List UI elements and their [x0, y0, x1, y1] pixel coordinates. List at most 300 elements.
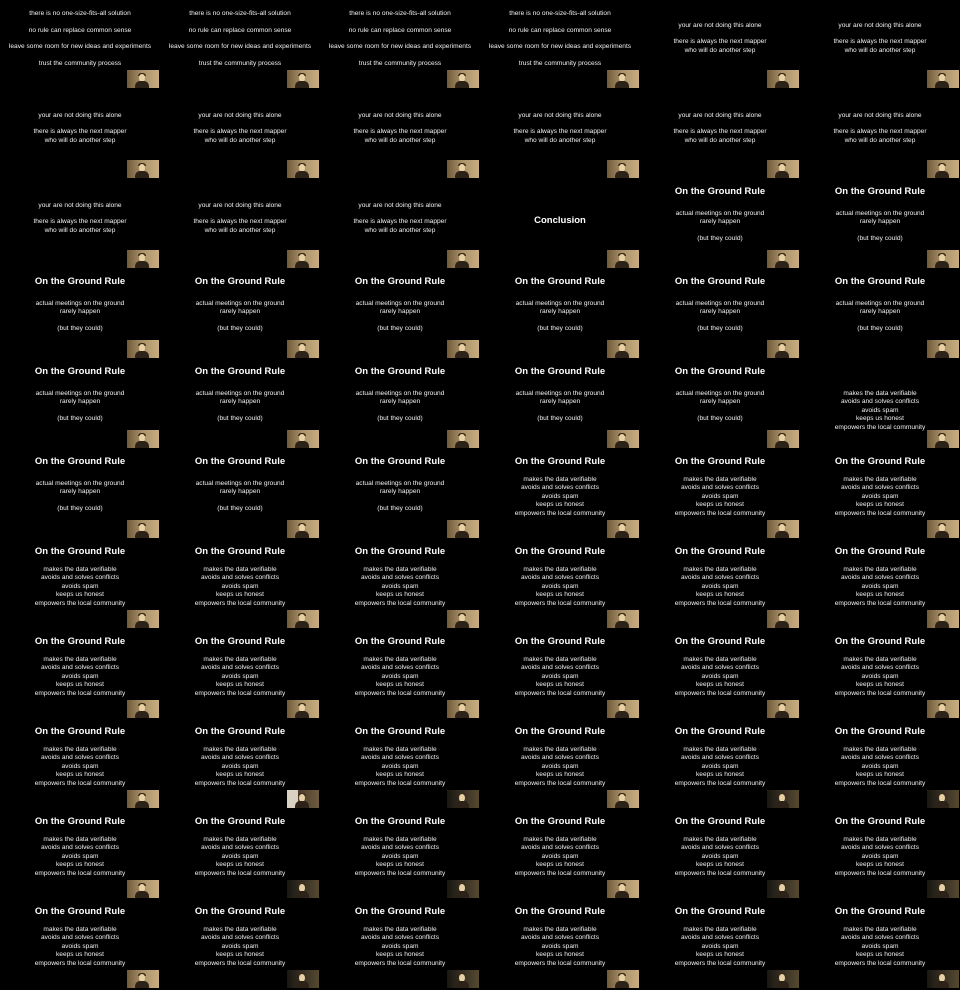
benefits-line: avoids spam — [221, 942, 259, 950]
slide-frame[interactable] — [480, 0, 640, 90]
presenter-video-thumbnail — [607, 70, 639, 88]
meetings-line: (but they could) — [217, 414, 263, 422]
presenter-shirt-icon — [295, 351, 309, 358]
benefits-text — [480, 566, 640, 608]
slide-frame[interactable] — [800, 720, 960, 810]
benefits-line: makes the data verifiable — [363, 746, 437, 753]
benefits-line: avoids and solves conflicts — [680, 574, 760, 582]
presenter-shirt-icon — [775, 801, 789, 808]
meetings-line: (but they could) — [697, 324, 743, 332]
benefits-line: empowers the local community — [34, 959, 126, 967]
presenter-video-thumbnail — [127, 520, 159, 538]
presenter-shirt-icon — [455, 261, 469, 268]
slide-frame[interactable] — [640, 90, 800, 180]
not_alone-line: there is always the next mapper — [353, 128, 447, 136]
presenter-video-thumbnail — [447, 160, 479, 178]
benefits-line: avoids spam — [861, 406, 899, 414]
presenter-shirt-icon — [135, 351, 149, 358]
benefits-line: empowers the local community — [354, 599, 446, 607]
benefits-line: avoids and solves conflicts — [40, 754, 120, 762]
benefits-text — [480, 476, 640, 518]
slide-frame[interactable] — [800, 90, 960, 180]
slide-frame[interactable] — [320, 900, 480, 990]
slide-frame[interactable] — [480, 540, 640, 630]
slide-frame[interactable] — [800, 900, 960, 990]
benefits-line: empowers the local community — [674, 959, 766, 967]
benefits-line: keeps us honest — [55, 681, 105, 689]
line-spacer — [480, 317, 640, 325]
slide-frame[interactable] — [320, 0, 480, 90]
benefits-text — [320, 926, 480, 968]
benefits-line: empowers the local community — [514, 959, 606, 967]
ground-rule-title: On the Ground Rule — [194, 906, 286, 917]
slide-frame[interactable] — [800, 0, 960, 90]
slide-frame[interactable] — [640, 720, 800, 810]
presenter-shirt-icon — [615, 171, 629, 178]
ground-rule-title: On the Ground Rule — [834, 816, 926, 827]
not_alone-line: there is always the next mapper — [33, 128, 127, 136]
benefits-line: keeps us honest — [55, 771, 105, 779]
benefits-text — [800, 926, 960, 968]
slide-frame[interactable] — [0, 360, 160, 450]
benefits-line: makes the data verifiable — [363, 836, 437, 843]
slide-frame[interactable] — [480, 360, 640, 450]
slide-frame[interactable] — [480, 720, 640, 810]
slide-frame[interactable] — [320, 540, 480, 630]
slide-frame[interactable] — [800, 450, 960, 540]
benefits-line: makes the data verifiable — [683, 746, 757, 753]
rule-line: there is no one-size-fits-all solution — [349, 10, 451, 17]
benefits-line: avoids spam — [61, 852, 99, 860]
slide-frame[interactable] — [800, 270, 960, 360]
benefits-line: avoids and solves conflicts — [520, 844, 600, 852]
presenter-shirt-icon — [775, 981, 789, 988]
benefits-text — [160, 566, 320, 608]
benefits-line: avoids and solves conflicts — [40, 844, 120, 852]
presenter-video-thumbnail — [927, 970, 959, 988]
line-spacer — [640, 407, 800, 415]
benefits-line: makes the data verifiable — [203, 566, 277, 573]
meetings-line: rarely happen — [859, 308, 901, 316]
benefits-line: avoids and solves conflicts — [840, 754, 920, 762]
meetings-text — [160, 480, 320, 513]
benefits-text — [320, 656, 480, 698]
ground-rule-title: On the Ground Rule — [834, 546, 926, 557]
benefits-line: empowers the local community — [834, 869, 926, 877]
benefits-line: avoids spam — [381, 942, 419, 950]
slide-frame[interactable] — [640, 540, 800, 630]
slide-frame[interactable] — [160, 0, 320, 90]
benefits-line: avoids and solves conflicts — [520, 664, 600, 672]
slide-frame[interactable] — [160, 90, 320, 180]
benefits-line: empowers the local community — [34, 869, 126, 877]
rules-text — [160, 10, 320, 76]
ground-rule-title: On the Ground Rule — [34, 816, 126, 827]
rule-line: leave some room for new ideas and experiments — [488, 43, 632, 51]
benefits-line: avoids spam — [861, 492, 899, 500]
meetings-line: (but they could) — [57, 324, 103, 332]
presenter-video-thumbnail — [607, 520, 639, 538]
presenter-video-thumbnail — [287, 340, 319, 358]
benefits-line: empowers the local community — [34, 599, 126, 607]
not_alone-line: there is always the next mapper — [833, 38, 927, 46]
benefits-line: makes the data verifiable — [683, 566, 757, 573]
not-alone-text — [320, 202, 480, 235]
benefits-text — [640, 836, 800, 878]
slide-frame[interactable] — [640, 900, 800, 990]
benefits-line: keeps us honest — [695, 681, 745, 689]
benefits-line: keeps us honest — [535, 951, 585, 959]
slide-frame[interactable] — [800, 810, 960, 900]
ground-rule-title: On the Ground Rule — [514, 456, 606, 467]
rule-line: no rule can replace common sense — [508, 26, 612, 34]
benefits-line: avoids and solves conflicts — [360, 574, 440, 582]
presenter-video-thumbnail — [447, 970, 479, 988]
not-alone-text — [640, 112, 800, 145]
rule-line: no rule can replace common sense — [188, 26, 292, 34]
presenter-shirt-icon — [455, 351, 469, 358]
slide-frame[interactable] — [0, 0, 160, 90]
slide-frame[interactable] — [160, 540, 320, 630]
meetings-line: actual meetings on the ground — [675, 390, 765, 397]
benefits-line: keeps us honest — [535, 771, 585, 779]
ground-rule-title: On the Ground Rule — [354, 816, 446, 827]
benefits-line: avoids and solves conflicts — [680, 484, 760, 492]
benefits-line: makes the data verifiable — [43, 746, 117, 753]
meetings-line: (but they could) — [857, 324, 903, 332]
presenter-video-thumbnail — [767, 970, 799, 988]
rule-line: leave some room for new ideas and experiments — [328, 43, 472, 51]
presenter-shirt-icon — [455, 531, 469, 538]
benefits-line: empowers the local community — [514, 779, 606, 787]
benefits-line: empowers the local community — [354, 689, 446, 697]
benefits-line: avoids spam — [61, 762, 99, 770]
presenter-shirt-icon — [295, 261, 309, 268]
benefits-line: keeps us honest — [855, 951, 905, 959]
presenter-shirt-icon — [135, 171, 149, 178]
presenter-video-thumbnail — [287, 250, 319, 268]
benefits-line: avoids and solves conflicts — [200, 844, 280, 852]
slide-frame[interactable] — [0, 450, 160, 540]
meetings-line: actual meetings on the ground — [515, 390, 605, 397]
benefits-line: makes the data verifiable — [523, 566, 597, 573]
meetings-line: rarely happen — [219, 398, 261, 406]
slide-frame[interactable] — [0, 90, 160, 180]
benefits-line: keeps us honest — [695, 951, 745, 959]
ground-rule-title: On the Ground Rule — [194, 726, 286, 737]
presenter-video-thumbnail — [767, 610, 799, 628]
presenter-video-thumbnail — [767, 880, 799, 898]
ground-rule-title: On the Ground Rule — [514, 636, 606, 647]
benefits-line: empowers the local community — [674, 779, 766, 787]
presenter-shirt-icon — [295, 981, 309, 988]
ground-rule-title: On the Ground Rule — [514, 546, 606, 557]
benefits-line: empowers the local community — [834, 959, 926, 967]
benefits-text — [800, 566, 960, 608]
meetings-line: actual meetings on the ground — [355, 480, 445, 487]
benefits-line: makes the data verifiable — [43, 926, 117, 933]
ground-rule-title: On the Ground Rule — [674, 546, 766, 557]
benefits-line: avoids spam — [701, 492, 739, 500]
presenter-shirt-icon — [455, 621, 469, 628]
slide-frame[interactable] — [160, 630, 320, 720]
ground-rule-title: On the Ground Rule — [354, 636, 446, 647]
not_alone-line: your are not doing this alone — [678, 22, 762, 29]
slide-frame[interactable] — [640, 0, 800, 90]
presenter-video-thumbnail — [127, 160, 159, 178]
meetings-text — [0, 300, 160, 333]
benefits-line: makes the data verifiable — [523, 476, 597, 483]
benefits-line: avoids and solves conflicts — [360, 664, 440, 672]
slide-frame[interactable] — [480, 90, 640, 180]
slide-frame[interactable] — [0, 810, 160, 900]
slide-frame[interactable] — [480, 900, 640, 990]
slide-frame[interactable] — [0, 540, 160, 630]
ground-rule-title: On the Ground Rule — [34, 276, 126, 287]
benefits-line: makes the data verifiable — [523, 656, 597, 663]
presenter-video-thumbnail — [447, 610, 479, 628]
benefits-line: makes the data verifiable — [523, 926, 597, 933]
not_alone-line: your are not doing this alone — [678, 112, 762, 119]
benefits-line: keeps us honest — [695, 771, 745, 779]
benefits-text — [0, 926, 160, 968]
slide-frame[interactable] — [480, 630, 640, 720]
presenter-shirt-icon — [775, 351, 789, 358]
benefits-text — [320, 566, 480, 608]
slide-frame[interactable] — [320, 90, 480, 180]
benefits-line: avoids and solves conflicts — [840, 484, 920, 492]
presenter-shirt-icon — [935, 621, 949, 628]
presenter-video-thumbnail — [607, 790, 639, 808]
slide-frame[interactable] — [800, 630, 960, 720]
presenter-video-thumbnail — [447, 70, 479, 88]
slide-frame[interactable] — [480, 810, 640, 900]
benefits-line: avoids and solves conflicts — [360, 934, 440, 942]
presenter-shirt-icon — [455, 441, 469, 448]
slide-frame[interactable] — [320, 810, 480, 900]
ground-rule-title: On the Ground Rule — [194, 546, 286, 557]
slide-frame[interactable] — [320, 270, 480, 360]
slide-frame[interactable] — [320, 720, 480, 810]
slide-frame[interactable] — [0, 630, 160, 720]
benefits-line: avoids spam — [381, 582, 419, 590]
presenter-shirt-icon — [455, 711, 469, 718]
benefits-line: avoids and solves conflicts — [840, 844, 920, 852]
benefits-line: avoids spam — [61, 942, 99, 950]
not-alone-text — [800, 112, 960, 145]
benefits-text — [160, 746, 320, 788]
presenter-shirt-icon — [135, 891, 149, 898]
presenter-shirt-icon — [295, 801, 309, 808]
benefits-line: avoids spam — [61, 672, 99, 680]
presenter-video-thumbnail — [447, 520, 479, 538]
benefits-line: avoids and solves conflicts — [40, 574, 120, 582]
meetings-line: actual meetings on the ground — [675, 300, 765, 307]
benefits-line: makes the data verifiable — [363, 656, 437, 663]
benefits-line: avoids spam — [701, 852, 739, 860]
benefits-line: keeps us honest — [535, 861, 585, 869]
benefits-line: avoids spam — [221, 852, 259, 860]
presenter-video-thumbnail — [927, 520, 959, 538]
presenter-shirt-icon — [615, 801, 629, 808]
presenter-shirt-icon — [615, 981, 629, 988]
presenter-shirt-icon — [775, 261, 789, 268]
slide-frame[interactable] — [160, 810, 320, 900]
benefits-text — [0, 746, 160, 788]
ground-rule-title: On the Ground Rule — [514, 906, 606, 917]
line-spacer — [800, 30, 960, 38]
benefits-line: avoids spam — [701, 942, 739, 950]
benefits-line: empowers the local community — [674, 869, 766, 877]
slide-frame[interactable] — [480, 450, 640, 540]
ground-rule-title: On the Ground Rule — [834, 636, 926, 647]
slide-frame[interactable] — [160, 180, 320, 270]
presenter-shirt-icon — [775, 171, 789, 178]
slide-frame[interactable] — [160, 900, 320, 990]
presenter-video-thumbnail — [927, 610, 959, 628]
ground-rule-title: On the Ground Rule — [34, 726, 126, 737]
slide-frame[interactable] — [0, 270, 160, 360]
presenter-video-thumbnail — [447, 430, 479, 448]
ground-rule-title: On the Ground Rule — [194, 456, 286, 467]
presenter-video-thumbnail — [927, 340, 959, 358]
presenter-video-thumbnail — [287, 610, 319, 628]
not_alone-line: who will do another step — [684, 46, 756, 54]
ground-rule-title: On the Ground Rule — [34, 456, 126, 467]
presenter-shirt-icon — [135, 81, 149, 88]
slide-frame[interactable] — [640, 810, 800, 900]
benefits-line: makes the data verifiable — [203, 746, 277, 753]
benefits-line: empowers the local community — [354, 869, 446, 877]
slide-frame[interactable] — [0, 180, 160, 270]
not_alone-line: who will do another step — [204, 136, 276, 144]
benefits-line: avoids and solves conflicts — [200, 934, 280, 942]
benefits-line: avoids spam — [541, 762, 579, 770]
ground-rule-title: On the Ground Rule — [674, 276, 766, 287]
slide-frame[interactable] — [640, 360, 800, 450]
benefits-line: avoids and solves conflicts — [680, 934, 760, 942]
benefits-line: keeps us honest — [855, 501, 905, 509]
benefits-line: avoids spam — [861, 762, 899, 770]
not_alone-line: your are not doing this alone — [518, 112, 602, 119]
slide-frame[interactable] — [320, 180, 480, 270]
benefits-line: empowers the local community — [834, 423, 926, 431]
benefits-text — [480, 656, 640, 698]
benefits-line: avoids and solves conflicts — [360, 844, 440, 852]
slide-frame[interactable] — [640, 450, 800, 540]
slide-frame[interactable] — [320, 360, 480, 450]
benefits-line: empowers the local community — [194, 779, 286, 787]
line-spacer — [160, 120, 320, 128]
presenter-video-thumbnail — [287, 700, 319, 718]
slide-frame[interactable] — [800, 360, 960, 450]
slide-frame[interactable] — [800, 540, 960, 630]
presenter-shirt-icon — [615, 531, 629, 538]
benefits-line: keeps us honest — [855, 415, 905, 423]
rule-line: trust the community process — [358, 59, 442, 67]
slide-frame[interactable] — [480, 270, 640, 360]
slide-frame[interactable] — [160, 720, 320, 810]
not_alone-line: who will do another step — [204, 226, 276, 234]
slide-frame[interactable] — [160, 360, 320, 450]
not_alone-line: your are not doing this alone — [38, 202, 122, 209]
presenter-video-thumbnail — [127, 250, 159, 268]
benefits-line: keeps us honest — [215, 681, 265, 689]
benefits-text — [800, 836, 960, 878]
benefits-line: avoids and solves conflicts — [680, 844, 760, 852]
rule-line: trust the community process — [198, 59, 282, 67]
not_alone-line: there is always the next mapper — [193, 218, 287, 226]
meetings-line: rarely happen — [699, 398, 741, 406]
meetings-text — [480, 300, 640, 333]
presenter-shirt-icon — [295, 81, 309, 88]
benefits-line: empowers the local community — [674, 509, 766, 517]
presenter-shirt-icon — [455, 891, 469, 898]
rule-line: no rule can replace common sense — [348, 26, 452, 34]
slide-frame[interactable] — [640, 180, 800, 270]
benefits-line: makes the data verifiable — [683, 656, 757, 663]
meetings-line: (but they could) — [377, 504, 423, 512]
slide-frame[interactable] — [800, 180, 960, 270]
benefits-line: keeps us honest — [215, 591, 265, 599]
meetings-line: (but they could) — [377, 324, 423, 332]
ground-rule-title: On the Ground Rule — [514, 276, 606, 287]
meetings-line: rarely happen — [699, 308, 741, 316]
presenter-shirt-icon — [775, 81, 789, 88]
benefits-line: avoids spam — [221, 672, 259, 680]
benefits-line: empowers the local community — [194, 599, 286, 607]
not_alone-line: who will do another step — [44, 226, 116, 234]
slide-frame[interactable] — [640, 630, 800, 720]
slide-frame[interactable] — [0, 720, 160, 810]
slide-frame[interactable] — [320, 630, 480, 720]
slide-frame[interactable] — [0, 900, 160, 990]
ground-rule-title: On the Ground Rule — [674, 186, 766, 197]
meetings-line: (but they could) — [377, 414, 423, 422]
not-alone-text — [320, 112, 480, 145]
presenter-shirt-icon — [935, 261, 949, 268]
benefits-line: keeps us honest — [55, 951, 105, 959]
meetings-line: rarely happen — [539, 308, 581, 316]
meetings-line: actual meetings on the ground — [35, 300, 125, 307]
presenter-shirt-icon — [135, 981, 149, 988]
presenter-shirt-icon — [935, 81, 949, 88]
benefits-text — [640, 566, 800, 608]
meetings-text — [640, 390, 800, 423]
slide-frame[interactable] — [160, 450, 320, 540]
line-spacer — [160, 407, 320, 415]
slide-frame[interactable] — [320, 450, 480, 540]
meetings-text — [320, 390, 480, 423]
rule-line: there is no one-size-fits-all solution — [189, 10, 291, 17]
presenter-video-thumbnail — [127, 790, 159, 808]
slide-frame[interactable] — [640, 270, 800, 360]
meetings-line: actual meetings on the ground — [195, 480, 285, 487]
slide-frame[interactable] — [480, 180, 640, 270]
benefits-line: avoids spam — [701, 672, 739, 680]
presenter-shirt-icon — [295, 531, 309, 538]
ground-rule-title: On the Ground Rule — [834, 186, 926, 197]
meetings-line: actual meetings on the ground — [195, 390, 285, 397]
benefits-line: avoids spam — [221, 582, 259, 590]
benefits-line: makes the data verifiable — [203, 836, 277, 843]
presenter-video-thumbnail — [447, 340, 479, 358]
presenter-video-thumbnail — [447, 790, 479, 808]
slide-frame[interactable] — [160, 270, 320, 360]
not_alone-line: your are not doing this alone — [198, 202, 282, 209]
presenter-video-thumbnail — [927, 880, 959, 898]
benefits-line: makes the data verifiable — [43, 656, 117, 663]
